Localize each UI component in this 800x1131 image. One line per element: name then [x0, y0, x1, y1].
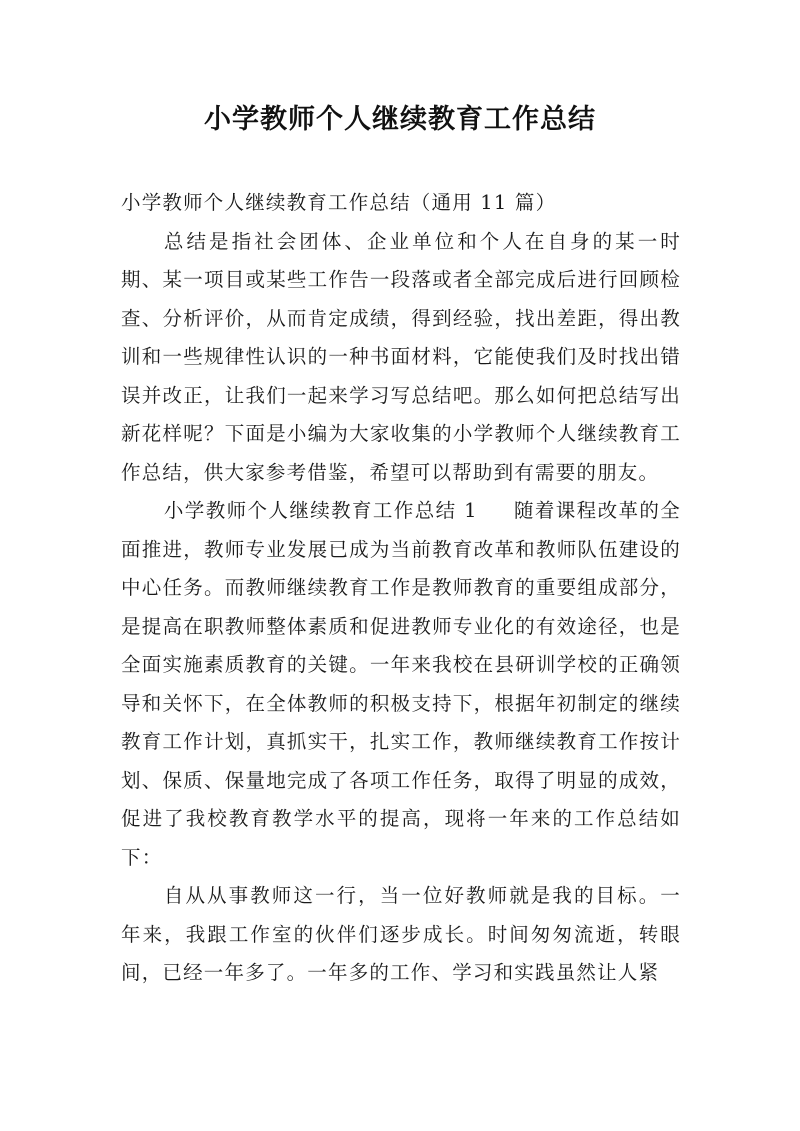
paragraph-2: 自从从事教师这一行，当一位好教师就是我的目标。一年来，我跟工作室的伙伴们逐步成长。时间匆匆流逝，转眼间，已经一年多了。一年多的工作、学习和实践虽然让人紧	[121, 884, 681, 984]
section-1-paragraph	[121, 492, 681, 877]
document-title: 小学教师个人继续教育工作总结	[204, 104, 596, 135]
document-body	[121, 184, 681, 993]
intro-paragraph: 总结是指社会团体、企业单位和个人在自身的某一时期、某一项目或某些工作告一段落或者全部完成后进行回顾检查、分析评价，从而肯定成绩，得到经验，找出差距，得出教训和一些规律性认识的一种书面材料，它能使我们及时找出错误并改正，让我们一起来学习写总结吧。那么如何把总结写出新花样呢？下面是小编为大家收集的小学教师个人继续教育工作总结，供大家参考借鉴，希望可以帮助到有需要的朋友。	[121, 229, 681, 484]
section-1-heading: 小学教师个人继续教育工作总结 1	[163, 499, 478, 522]
section-1-text: 随着课程改革的全面推进，教师专业发展已成为当前教育改革和教师队伍建设的中心任务。而教师继续教育工作是教师教育的重要组成部分，是提高在职教师整体素质和促进教师专业化的有效途径，也是全面实施素质教育的关键。一年来我校在县研训学校的正确领导和关怀下，在全体教师的积极支持下，根据年初制定的继续教育工作计划，真抓实干，扎实工作，教师继续教育工作按计划、保质、保量地完成了各项工作任务，取得了明显的成效，促进了我校教育教学水平的提高，现将一年来的工作总结如下：	[121, 499, 681, 869]
document-subtitle: 小学教师个人继续教育工作总结（通用 11 篇）	[121, 191, 557, 214]
